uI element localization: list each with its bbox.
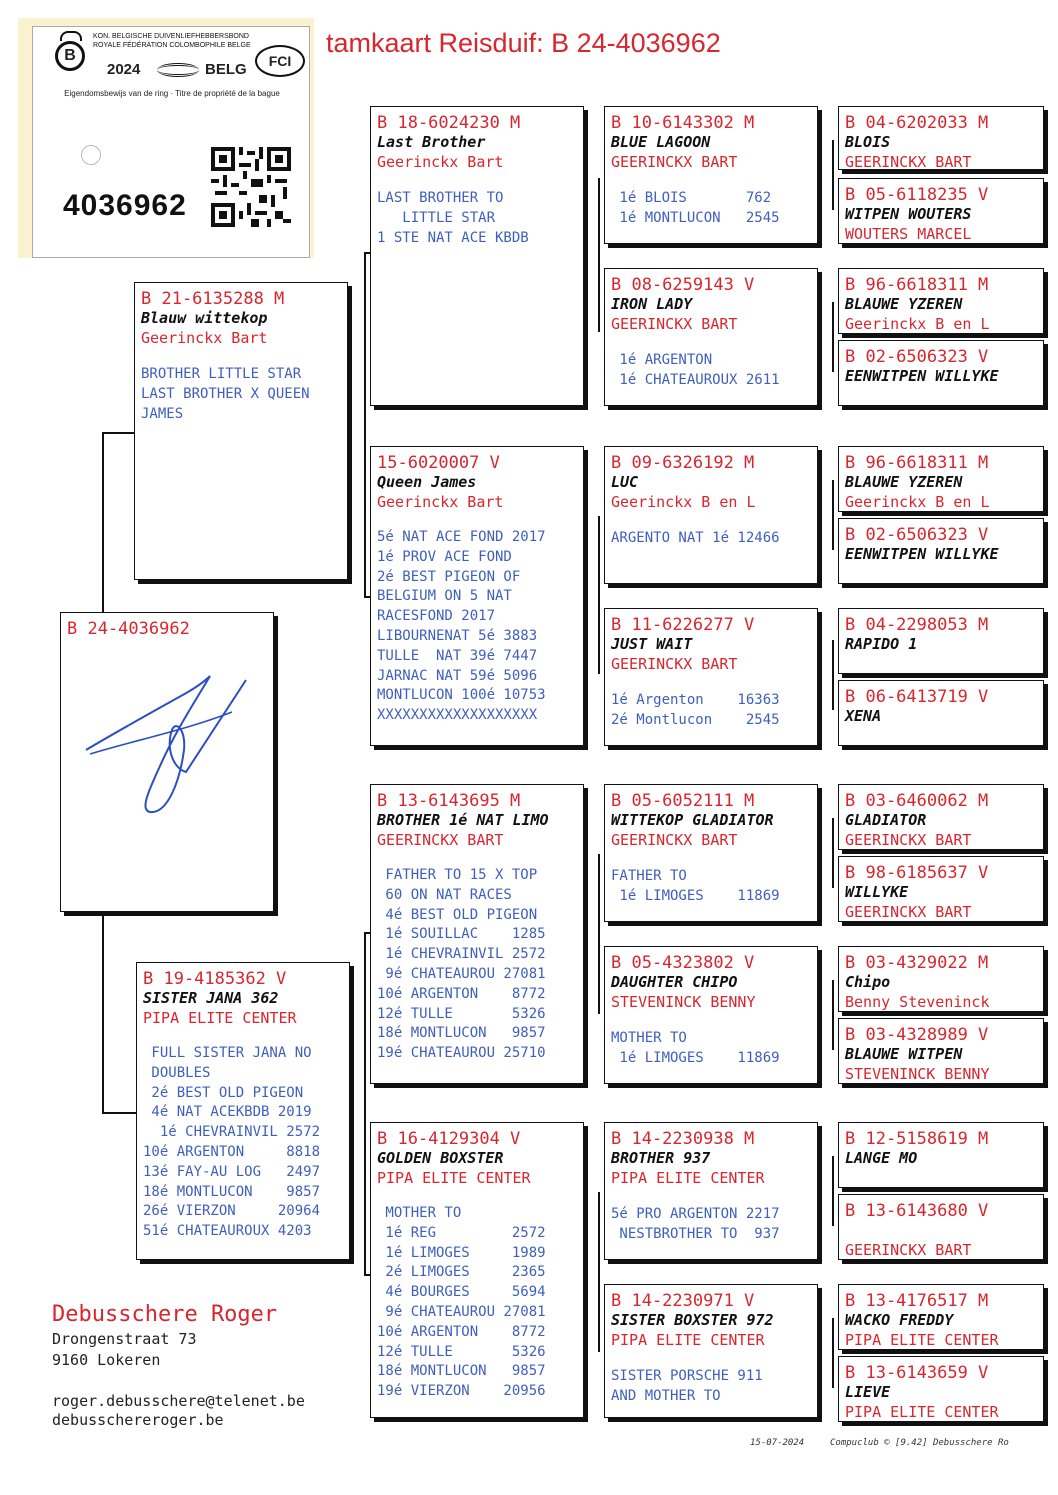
pedigree-box-g12 — [838, 1018, 1044, 1084]
connector-line — [364, 252, 366, 598]
pigeon-name-g16: LIEVE — [845, 1383, 891, 1401]
connector-line — [102, 432, 104, 614]
ring-number-g9: B 03-6460062 M — [845, 791, 989, 811]
breeder-g15: PIPA ELITE CENTER — [845, 1331, 999, 1349]
federation-name-nl: KON. BELGISCHE DUIVENLIEFHEBBERSBOND — [93, 33, 249, 40]
pigeon-name-g11: Chipo — [845, 973, 891, 991]
breeder-ssd: GEERINCKX BART — [611, 315, 738, 333]
connector-line — [832, 140, 834, 210]
pigeon-name-g13: LANGE MO — [845, 1149, 918, 1167]
breeder-g10: GEERINCKX BART — [845, 903, 972, 921]
pigeon-name-dam: SISTER JANA 362 — [143, 989, 279, 1007]
pigeon-name-g3: BLAUWE YZEREN — [845, 295, 963, 313]
breeder-g3: Geerinckx B en L — [845, 315, 990, 333]
breeder-dsd: STEVENINCK BENNY — [611, 993, 756, 1011]
pigeon-name-sdd: JUST WAIT — [611, 635, 693, 653]
pigeon-name-sds: LUC — [611, 473, 639, 491]
pigeon-name-ssd: IRON LADY — [611, 295, 693, 313]
federation-name-fr: ROYALE FÉDÉRATION COLOMBOPHILE BELGE — [93, 42, 251, 49]
ring-number-g12: B 03-4328989 V — [845, 1025, 989, 1045]
connector-line — [832, 302, 834, 372]
qr-code-icon — [211, 147, 291, 227]
owner-email[interactable]: roger.debusschere@telenet.be — [52, 1392, 305, 1410]
pigeon-name-g15: WACKO FREDDY — [845, 1311, 954, 1329]
ring-number-sss: B 10-6143302 M — [611, 113, 755, 133]
breeder-sdd: GEERINCKX BART — [611, 655, 738, 673]
pedigree-box-sds — [604, 446, 818, 584]
breeder-sd: Geerinckx Bart — [377, 493, 504, 511]
pigeon-name-sd: Queen James — [377, 473, 477, 491]
pedigree-box-g7 — [838, 608, 1044, 674]
pigeon-name-g12: BLAUWE WITPEN — [845, 1045, 963, 1063]
pedigree-box-sss — [604, 106, 818, 244]
breeder-ds: GEERINCKX BART — [377, 831, 504, 849]
ring-number-ds: B 13-6143695 M — [377, 791, 521, 811]
ring-number-g6: B 02-6506323 V — [845, 525, 989, 545]
ring-number-g4: B 02-6506323 V — [845, 347, 989, 367]
wings-icon — [157, 63, 199, 77]
connector-line — [102, 432, 134, 434]
crown-icon — [60, 31, 82, 41]
ring-number-g10: B 98-6185637 V — [845, 863, 989, 883]
connector-line — [832, 640, 834, 710]
ring-number-g3: B 96-6618311 M — [845, 275, 989, 295]
performance-ssd: 1é ARGENTON 1é CHATEAUROUX 2611 — [619, 352, 780, 388]
performance-dd: MOTHER TO 1é REG 2572 1é LIMOGES 1989 2é LIMOGES 2365 4é BOURGES 5694 9é CHATEAUROU 27081 10é ARGENTON 8772 12é TULLE 5326 18é MONTLUCON 9857 19é VIERZON 20956 — [377, 1205, 546, 1400]
pedigree-box-g3 — [838, 268, 1044, 334]
pigeon-name-g6: EENWITPEN WILLYKE — [845, 545, 999, 563]
pigeon-name-g9: GLADIATOR — [845, 811, 927, 829]
pedigree-box-g11 — [838, 946, 1044, 1012]
ring-number-sdd: B 11-6226277 V — [611, 615, 755, 635]
pedigree-box-g15 — [838, 1284, 1044, 1350]
pigeon-name-ss: Last Brother — [377, 133, 486, 151]
pedigree-box-dsd — [604, 946, 818, 1084]
ring-number-g14: B 13-6143680 V — [845, 1201, 989, 1221]
ownership-caption: Eigendomsbewijs van de ring · Titre de propriété de la bague — [64, 89, 280, 98]
ring-country: BELG — [205, 61, 247, 78]
ring-card — [32, 26, 310, 258]
pedigree-box-g1 — [838, 106, 1044, 170]
performance-ss: LAST BROTHER TO LITTLE STAR 1 STE NAT ACE KBDB — [377, 190, 529, 246]
pedigree-box-sd — [370, 446, 584, 746]
pedigree-box-g13 — [838, 1122, 1044, 1188]
pigeon-name-g4: EENWITPEN WILLYKE — [845, 367, 999, 385]
ring-number-g5: B 96-6618311 M — [845, 453, 989, 473]
performance-sss: 1é BLOIS 762 1é MONTLUCON 2545 — [619, 190, 780, 226]
pedigree-box-g8 — [838, 680, 1044, 746]
breeder-g9: GEERINCKX BART — [845, 831, 972, 849]
ring-number: 4036962 — [63, 189, 187, 222]
performance-dss: FATHER TO 1é LIMOGES 11869 — [611, 868, 780, 904]
pedigree-box-sdd — [604, 608, 818, 746]
performance-sire: BROTHER LITTLE STAR LAST BROTHER X QUEEN JAMES — [141, 366, 310, 422]
pigeon-name-g5: BLAUWE YZEREN — [845, 473, 963, 491]
ring-number-g7: B 04-2298053 M — [845, 615, 989, 635]
pedigree-box-g14 — [838, 1194, 1044, 1260]
pigeon-name-dss: WITTEKOP GLADIATOR — [611, 811, 774, 829]
pedigree-box-g6 — [838, 518, 1044, 584]
pigeon-name-dsd: DAUGHTER CHIPO — [611, 973, 738, 991]
ring-number-dss: B 05-6052111 M — [611, 791, 755, 811]
breeder-g14: GEERINCKX BART — [845, 1241, 972, 1259]
ring-number-g8: B 06-6413719 V — [845, 687, 989, 707]
pedigree-box-g10 — [838, 856, 1044, 922]
connector-line — [832, 480, 834, 550]
connector-line — [102, 912, 104, 1112]
pigeon-name-g7: RAPIDO 1 — [845, 635, 918, 653]
ring-number-sire: B 21-6135288 M — [141, 289, 285, 309]
pedigree-box-ss — [370, 106, 584, 406]
pigeon-name-g14 — [845, 1221, 1037, 1240]
pigeon-name-sire: Blauw wittekop — [141, 309, 268, 327]
pedigree-box-ddd — [604, 1284, 818, 1418]
ring-number-g2: B 05-6118235 V — [845, 185, 989, 205]
breeder-dds: PIPA ELITE CENTER — [611, 1169, 765, 1187]
performance-dsd: MOTHER TO 1é LIMOGES 11869 — [611, 1030, 780, 1066]
pigeon-name-sss: BLUE LAGOON — [611, 133, 711, 151]
pedigree-box-g2 — [838, 178, 1044, 244]
ring-number-g11: B 03-4329022 M — [845, 953, 989, 973]
pigeon-name-dd: GOLDEN BOXSTER — [377, 1149, 504, 1167]
breeder-dd: PIPA ELITE CENTER — [377, 1169, 531, 1187]
pedigree-box-dds — [604, 1122, 818, 1260]
breeder-g1: GEERINCKX BART — [845, 153, 972, 170]
signature — [76, 670, 276, 820]
software-credit: Compuclub © [9.42] Debusschere Ro — [830, 1438, 1009, 1448]
subject-ring: B 24-4036962 — [67, 619, 190, 639]
connector-line — [598, 1192, 600, 1352]
punch-hole — [81, 145, 101, 165]
pedigree-box-ds — [370, 784, 584, 1084]
pigeon-name-dds: BROTHER 937 — [611, 1149, 711, 1167]
ring-number-dsd: B 05-4323802 V — [611, 953, 755, 973]
ring-number-ssd: B 08-6259143 V — [611, 275, 755, 295]
ring-number-g1: B 04-6202033 M — [845, 113, 989, 133]
performance-sdd: 1é Argenton 16363 2é Montlucon 2545 — [611, 692, 780, 728]
pedigree-box-ssd — [604, 268, 818, 406]
connector-line — [832, 1156, 834, 1226]
owner-city: 9160 Lokeren — [52, 1351, 161, 1369]
breeder-g11: Benny Steveninck — [845, 993, 990, 1011]
pigeon-name-ddd: SISTER BOXSTER 972 — [611, 1311, 774, 1329]
pedigree-box-g5 — [838, 446, 1044, 512]
ring-number-g16: B 13-6143659 V — [845, 1363, 989, 1383]
pigeon-name-ds: BROTHER 1é NAT LIMO — [377, 811, 549, 829]
pigeon-name-g1: BLOIS — [845, 133, 891, 151]
pedigree-box-dss — [604, 784, 818, 922]
performance-dds: 5é PRO ARGENTON 2217 NESTBROTHER TO 937 — [611, 1206, 780, 1242]
federation-logo: B — [55, 41, 85, 71]
performance-ds: FATHER TO 15 X TOP 60 ON NAT RACES 4é BEST OLD PIGEON 1é SOUILLAC 1285 1é CHEVRAINVIL 2572 9é CHATEAUROU 27081 10é ARGENTON 8772 12é TULLE 5326 18é MONTLUCON 9857 19é CHATEAUROU 25710 — [377, 867, 546, 1062]
breeder-sss: GEERINCKX BART — [611, 153, 738, 171]
ring-number-ss: B 18-6024230 M — [377, 113, 521, 133]
pigeon-name-g8: XENA — [845, 707, 882, 725]
connector-line — [832, 818, 834, 888]
performance-sds: ARGENTO NAT 1é 12466 — [611, 530, 780, 546]
fci-logo: FCI — [255, 45, 305, 77]
print-date: 15-07-2024 — [750, 1438, 805, 1448]
ring-year: 2024 — [107, 61, 141, 78]
breeder-ddd: PIPA ELITE CENTER — [611, 1331, 765, 1349]
pedigree-title: tamkaart Reisduif: B 24-4036962 — [326, 28, 721, 58]
pedigree-box-sire — [134, 282, 348, 580]
ring-number-g15: B 13-4176517 M — [845, 1291, 989, 1311]
breeder-g12: STEVENINCK BENNY — [845, 1065, 990, 1083]
connector-line — [364, 932, 366, 1276]
pigeon-name-g2: WITPEN WOUTERS — [845, 205, 972, 223]
ring-number-g13: B 12-5158619 M — [845, 1129, 989, 1149]
connector-line — [598, 854, 600, 1014]
performance-ddd: SISTER PORSCHE 911 AND MOTHER TO — [611, 1368, 763, 1404]
breeder-sds: Geerinckx B en L — [611, 493, 756, 511]
ring-number-sd: 15-6020007 V — [377, 453, 500, 473]
breeder-ss: Geerinckx Bart — [377, 153, 504, 171]
owner-name: Debusschere Roger — [52, 1302, 278, 1327]
performance-dam: FULL SISTER JANA NO DOUBLES 2é BEST OLD PIGEON 4é NAT ACEKBDB 2019 1é CHEVRAINVIL 2572 10é ARGENTON 8818 13é FAY-AU LOG 2497 18é MONTLUCON 9857 26é VIERZON 20964 51é CHATEAUROUX 4203 — [143, 1045, 321, 1240]
performance-sd: 5é NAT ACE FOND 2017 1é PROV ACE FOND 2é BEST PIGEON OF BELGIUM ON 5 NAT RACESFOND 2017 LIBOURNENAT 5é 3883 TULLE NAT 39é 7447 JARNAC NAT 59é 5096 MONTLUCON 100é 10753 XXXXXXXXXXXXXXXXXXX — [377, 529, 546, 724]
breeder-g5: Geerinckx B en L — [845, 493, 990, 511]
connector-line — [102, 1112, 136, 1114]
ring-number-sds: B 09-6326192 M — [611, 453, 755, 473]
pedigree-box-g16 — [838, 1356, 1044, 1422]
connector-line — [598, 516, 600, 674]
breeder-dam: PIPA ELITE CENTER — [143, 1009, 297, 1027]
pigeon-name-g10: WILLYKE — [845, 883, 909, 901]
ring-certificate — [18, 18, 314, 258]
pedigree-box-g4 — [838, 340, 1044, 406]
pedigree-box-g9 — [838, 784, 1044, 850]
breeder-sire: Geerinckx Bart — [141, 329, 268, 347]
ring-number-dd: B 16-4129304 V — [377, 1129, 521, 1149]
owner-website[interactable]: debusschereroger.be — [52, 1411, 224, 1429]
connector-line — [832, 980, 834, 1050]
ring-number-dds: B 14-2230938 M — [611, 1129, 755, 1149]
pedigree-box-dd — [370, 1122, 584, 1418]
pedigree-box-dam — [136, 962, 350, 1260]
owner-street: Drongenstraat 73 — [52, 1330, 197, 1348]
connector-line — [598, 178, 600, 332]
breeder-dss: GEERINCKX BART — [611, 831, 738, 849]
breeder-g16: PIPA ELITE CENTER — [845, 1403, 999, 1421]
connector-line — [832, 1318, 834, 1388]
ring-number-ddd: B 14-2230971 V — [611, 1291, 755, 1311]
ring-number-dam: B 19-4185362 V — [143, 969, 287, 989]
breeder-g2: WOUTERS MARCEL — [845, 225, 972, 243]
